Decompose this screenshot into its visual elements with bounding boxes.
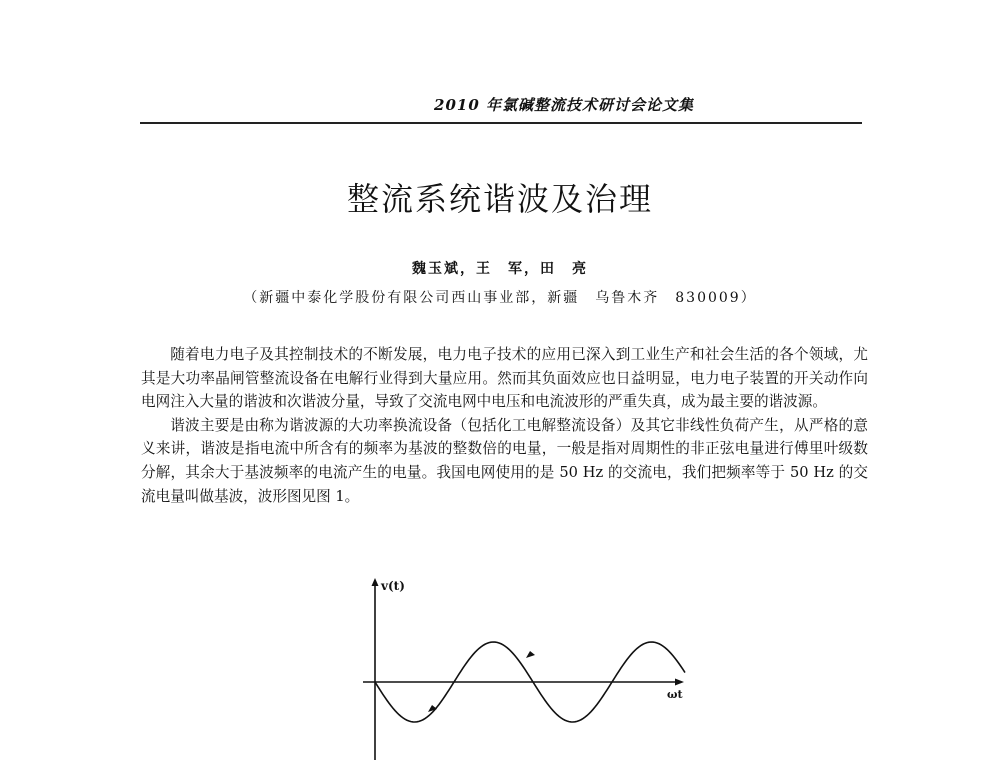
x-axis-label: ωt (667, 688, 683, 701)
article-body (141, 343, 868, 508)
paragraph-1: 随着电力电子及其控制技术的不断发展，电力电子技术的应用已深入到工业生产和社会生活的各个领域，尤其是大功率晶闸管整流设备在电解行业得到大量应用。然而其负面效应也日益明显，电力电子装置的开关动作向电网注入大量的谐波和次谐波分量，导致了交流电网中电压和电流波形的严重失真，成为最主要的谐波源。 (141, 346, 868, 411)
authors: 魏玉斌，王 军，田 亮 (412, 261, 588, 277)
affiliation: （新疆中泰化学股份有限公司西山事业部，新疆 乌鲁木齐 830009） (243, 290, 757, 306)
x-axis-arrow (675, 679, 684, 686)
paragraph-2: 谐波主要是由称为谐波源的大功率换流设备（包括化工电解整流设备）及其它非线性负荷产生，从严格的意义来讲，谐波是指电流中所含有的频率为基波的整数倍的电量，一般是指对周期性的非正弦电量进行傅里叶级数分解，其余大于基波频率的电流产生的电量。我国电网使用的是 50 Hz 的交流电，我们把频率等于 50 Hz 的交流电量叫做基波，波形图见图 1。 (141, 416, 868, 505)
curve-arrow-1 (428, 705, 437, 712)
curve-arrow-2 (526, 651, 535, 658)
y-axis-label: v(t) (381, 579, 405, 593)
y-axis-arrow (372, 578, 379, 586)
sine-wave-figure (355, 572, 695, 760)
running-title: 2010 年氯碱整流技术研讨会论文集 (434, 96, 694, 114)
running-header (140, 90, 862, 124)
article-title: 整流系统谐波及治理 (346, 180, 653, 218)
